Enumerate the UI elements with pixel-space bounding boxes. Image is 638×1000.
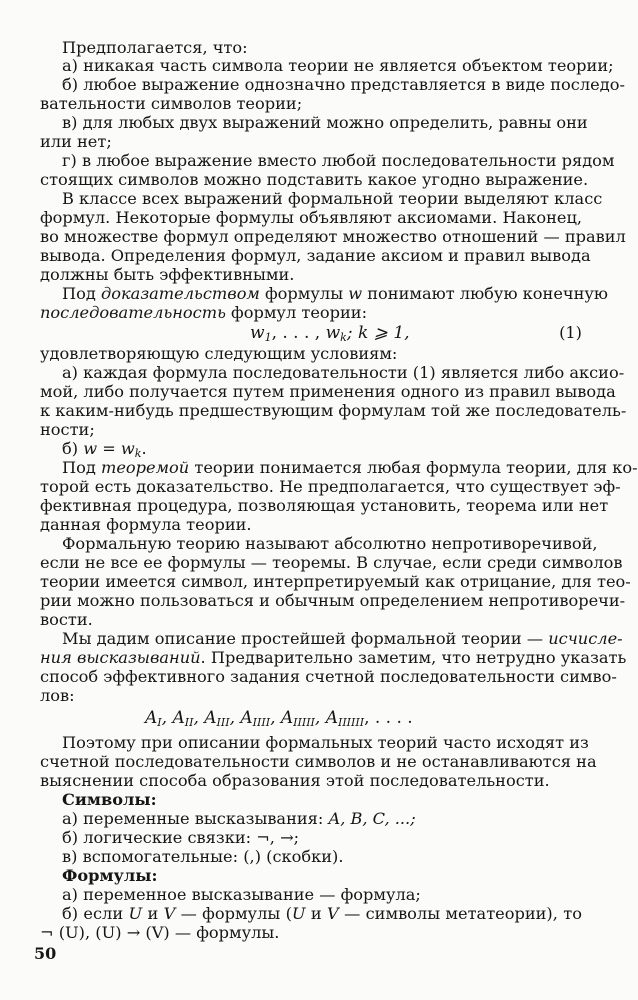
text-line: а) переменное высказывание — формула; xyxy=(62,885,421,904)
text-line: вательности символов теории; xyxy=(40,94,303,113)
text-line: способ эффективного задания счетной последовательности симво- xyxy=(40,667,617,686)
text-line: Предполагается, что: xyxy=(62,38,248,57)
text-line: б) если U и V — формулы (U и V — символы метатеории), то xyxy=(62,904,582,923)
text-line: выяснении способа образования этой последовательности. xyxy=(40,771,550,790)
text-line: Мы дадим описание простейшей формальной теории — исчисле- xyxy=(62,629,623,648)
section-heading: Символы: xyxy=(62,790,157,809)
text-line: последовательность формул теории: xyxy=(40,303,368,322)
text-line: а) каждая формула последовательности (1) является либо аксио- xyxy=(62,363,625,382)
text-line: б) любое выражение однозначно представляется в виде последо- xyxy=(62,75,625,94)
text-line: к каким-нибудь предшествующим формулам той же последователь- xyxy=(40,401,627,420)
text-line: мой, либо получается путем применения одного из правил вывода xyxy=(40,382,616,401)
formula-symbol-sequence: $A_I$, $A_{II}$, $A_{III}$, $A_{IIII}$, $A_{IIIII}$, $A_{IIIIII}$, . . . . xyxy=(145,708,413,729)
text-line: г) в любое выражение вместо любой последовательности рядом xyxy=(62,151,615,170)
text-line: во множестве формул определяют множество отношений — правил xyxy=(40,227,626,246)
section-heading: Формулы: xyxy=(62,866,158,885)
text-line: стоящих символов можно подставить какое угодно выражение. xyxy=(40,170,589,189)
text-line: фективная процедура, позволяющая установить, теорема или нет xyxy=(40,496,609,515)
text-line: Формальную теорию называют абсолютно непротиворечивой, xyxy=(62,534,598,553)
text-line: вости. xyxy=(40,610,93,629)
text-line: а) никакая часть символа теории не является объектом теории; xyxy=(62,56,614,75)
text-line: теории имеется символ, интерпретируемый как отрицание, для тео- xyxy=(40,572,631,591)
text-line: лов: xyxy=(40,686,75,705)
text-line: торой есть доказательство. Не предполагается, что существует эф- xyxy=(40,477,621,496)
text-line: в) вспомогательные: (,) (скобки). xyxy=(62,847,344,866)
text-line: Поэтому при описании формальных теорий часто исходят из xyxy=(62,733,589,752)
text-line: в) для любых двух выражений можно определить, равны они xyxy=(62,113,588,132)
text-line: а) переменные высказывания: A, B, C, ...; xyxy=(62,809,416,828)
formula-sequence: $w_1$, . . . , $w_k$; k ⩾ 1, xyxy=(250,323,410,344)
text-line: если не все ее формулы — теоремы. В случае, если среди символов xyxy=(40,553,623,572)
text-line: Под доказательством формулы w понимают любую конечную xyxy=(62,284,609,303)
text-line: или нет; xyxy=(40,132,112,151)
text-line: ¬ (U), (U) → (V) — формулы. xyxy=(40,923,280,942)
text-line: б) логические связки: ¬, →; xyxy=(62,828,300,847)
text-line: Под теоремой теории понимается любая формула теории, для ко- xyxy=(62,458,638,477)
text-line: В классе всех выражений формальной теории выделяют класс xyxy=(62,189,603,208)
text-line: должны быть эффективными. xyxy=(40,265,295,284)
text-line: ности; xyxy=(40,420,95,439)
text-line: формул. Некоторые формулы объявляют аксиомами. Наконец, xyxy=(40,208,582,227)
text-line: счетной последовательности символов и не останавливаются на xyxy=(40,752,597,771)
text-line: б) $w = w_k$. xyxy=(62,439,147,460)
text-line: рии можно пользоваться и обычным определением непротиворечи- xyxy=(40,591,626,610)
text-line: данная формула теории. xyxy=(40,515,252,534)
text-line: ния высказываний. Предварительно заметим, что нетрудно указать xyxy=(40,648,627,667)
text-line: удовлетворяющую следующим условиям: xyxy=(40,344,398,363)
page-number: 50 xyxy=(34,944,57,963)
equation-number: (1) xyxy=(559,323,582,342)
text-line: вывода. Определения формул, задание аксиом и правил вывода xyxy=(40,246,591,265)
